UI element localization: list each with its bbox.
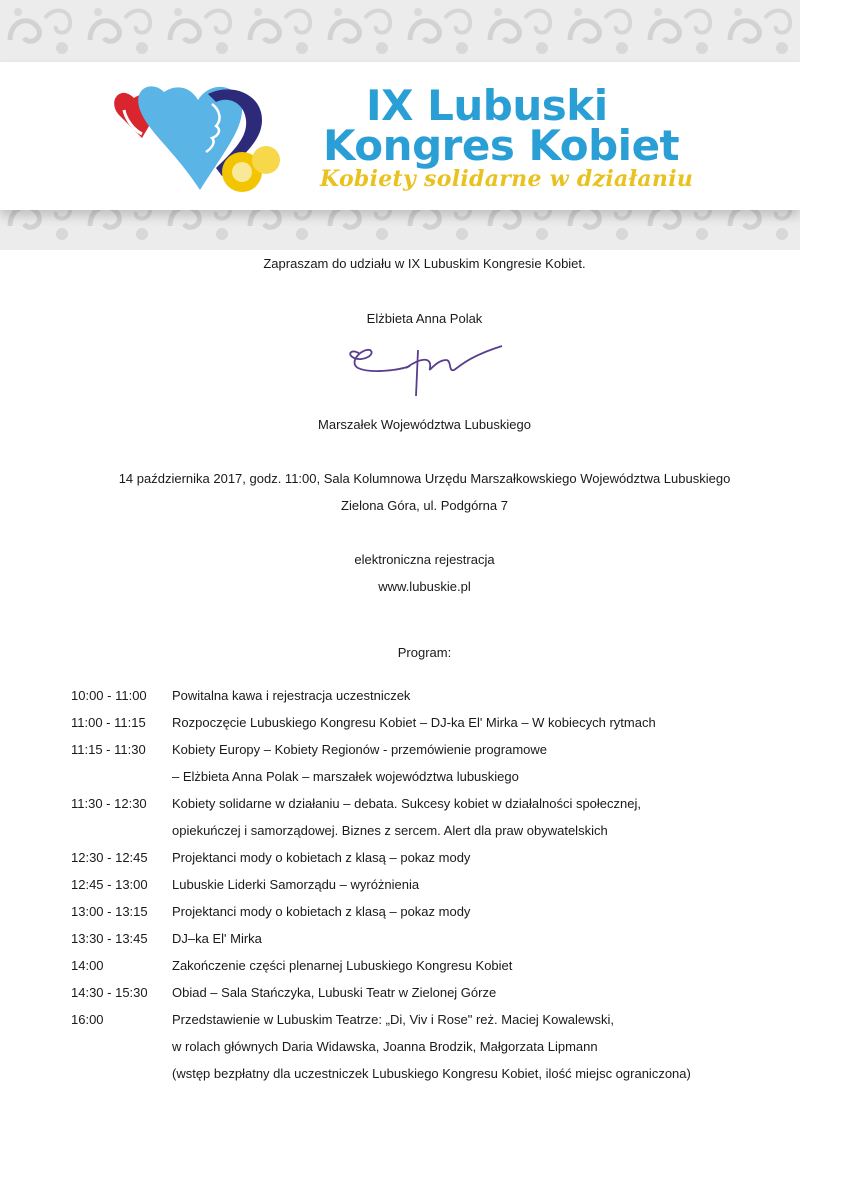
program-description: Kobiety Europy – Kobiety Regionów - przemówienie programowe [172, 742, 548, 757]
congress-tagline: Kobiety solidarne w działaniu [320, 166, 694, 192]
program-row [71, 709, 771, 736]
program-row [71, 952, 771, 979]
program-row [71, 736, 771, 763]
program-time: 14:30 - 15:30 [71, 985, 148, 1000]
program-description: Projektanci mody o kobietach z klasą – pokaz mody [172, 850, 471, 865]
program-description: Projektanci mody o kobietach z klasą – pokaz mody [172, 904, 471, 919]
invitation-text: Zapraszam do udziału w IX Lubuskim Kongresie Kobiet. [263, 256, 586, 271]
program-time: 13:00 - 13:15 [71, 904, 148, 919]
program-description: Lubuskie Liderki Samorządu – wyróżnienia [172, 877, 420, 892]
program-row [71, 844, 771, 871]
program-time: 16:00 [71, 1012, 104, 1027]
program-time: 11:30 - 12:30 [71, 796, 147, 811]
hearts-faces-logo-icon [112, 80, 287, 200]
program-time: 10:00 - 11:00 [71, 688, 147, 703]
congress-title-line-2: Kongres Kobiet [323, 121, 680, 170]
program-time: 11:15 - 11:30 [71, 742, 146, 757]
program-description: – Elżbieta Anna Polak – marszałek województwa lubuskiego [172, 769, 519, 784]
program-time: 13:30 - 13:45 [71, 931, 148, 946]
program-time: 14:00 [71, 958, 104, 973]
program-description: w rolach głównych Daria Widawska, Joanna Brodzik, Małgorzata Lipmann [172, 1039, 598, 1054]
registration-url[interactable]: www.lubuskie.pl [378, 579, 471, 594]
program-description: (wstęp bezpłatny dla uczestniczek Lubuskiego Kongresu Kobiet, ilość miejsc ograniczona) [172, 1066, 691, 1081]
program-description: Obiad – Sala Stańczyka, Lubuski Teatr w Zielonej Górze [172, 985, 497, 1000]
program-row [71, 871, 771, 898]
program-row [71, 817, 771, 844]
program-row [71, 1006, 771, 1033]
program-time [71, 1033, 172, 1060]
signer-title: Marszałek Województwa Lubuskiego [318, 417, 531, 432]
program-time [71, 817, 172, 844]
registration-label: elektroniczna rejestracja [354, 552, 495, 567]
program-time: 11:00 - 11:15 [71, 715, 146, 730]
program-row [71, 1033, 771, 1060]
program-description: Zakończenie części plenarnej Lubuskiego Kongresu Kobiet [172, 958, 513, 973]
program-row [71, 790, 771, 817]
program-row [71, 682, 771, 709]
program-heading: Program: [397, 645, 452, 660]
program-time: 12:30 - 12:45 [71, 850, 148, 865]
program-description: Powitalna kawa i rejestracja uczestniczek [172, 688, 411, 703]
program-description: Kobiety solidarne w działaniu – debata. Sukcesy kobiet w działalności społecznej, [172, 796, 641, 811]
event-address: Zielona Góra, ul. Podgórna 7 [341, 498, 508, 513]
program-description: Rozpoczęcie Lubuskiego Kongresu Kobiet – DJ-ka El' Mirka – W kobiecych rytmach [172, 715, 656, 730]
header-banner [0, 0, 800, 250]
program-row [71, 763, 771, 790]
program-time [71, 1060, 172, 1087]
program-row [71, 979, 771, 1006]
program-description: opiekuńczej i samorządowej. Biznes z sercem. Alert dla praw obywatelskich [172, 823, 608, 838]
congress-title-line-1: IX Lubuski [366, 81, 608, 130]
program-row [71, 898, 771, 925]
program-schedule [71, 682, 771, 1087]
signer-name: Elżbieta Anna Polak [366, 311, 483, 326]
program-description: Przedstawienie w Lubuskim Teatrze: „Di, Viv i Rose" reż. Maciej Kowalewski, [172, 1012, 614, 1027]
program-row [71, 925, 771, 952]
program-time [71, 763, 172, 790]
handwritten-signature [340, 338, 510, 398]
program-description: DJ–ka El' Mirka [172, 931, 262, 946]
program-row [71, 1060, 771, 1087]
event-date-venue: 14 października 2017, godz. 11:00, Sala Kolumnowa Urzędu Marszałkowskiego Województwa Lubuskiego [118, 471, 731, 486]
program-time: 12:45 - 13:00 [71, 877, 148, 892]
